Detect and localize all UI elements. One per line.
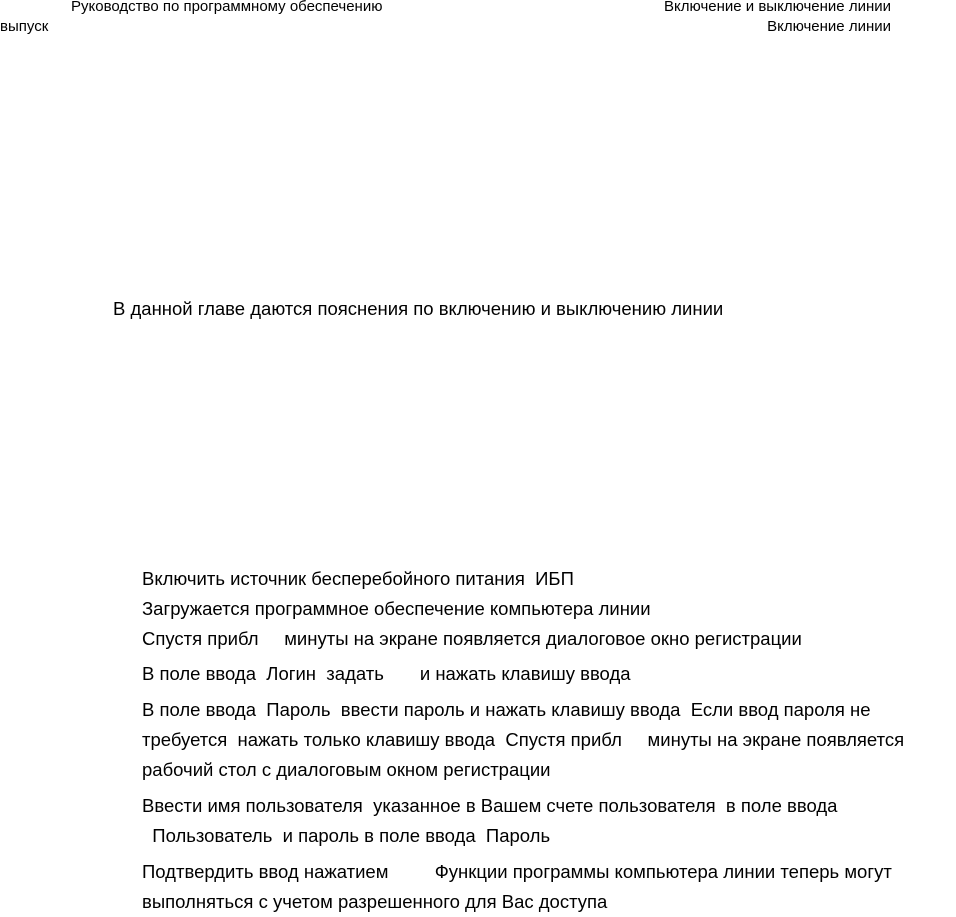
step-item: Подтвердить ввод нажатием Функции программы компьютера линии теперь могут выполняться с учетом разрешенного для Вас доступа xyxy=(142,861,892,912)
step-item: Загружается программное обеспечение компьютера линии xyxy=(142,598,651,619)
header-edition: выпуск xyxy=(0,18,49,35)
step-item: В поле ввода Логин задать и нажать клавишу ввода xyxy=(142,663,631,684)
step-item: Ввести имя пользователя указанное в Вашем счете пользователя в поле ввода Пользователь и пароль в поле ввода Пароль xyxy=(142,795,838,846)
step-item: Включить источник бесперебойного питания ИБП xyxy=(142,568,574,589)
step-item: В поле ввода Пароль ввести пароль и нажать клавишу ввода Если ввод пароля не требуется нажать только клавишу ввода Спустя прибл минуты на экране появляется рабочий стол с диалоговым окном регистрации xyxy=(142,699,905,780)
header-section-title: Включение линии xyxy=(767,18,891,35)
chapter-intro: В данной главе даются пояснения по включению и выключению линии xyxy=(113,298,724,319)
header-chapter-title: Включение и выключение линии xyxy=(664,0,891,15)
step-item: Спустя прибл минуты на экране появляется диалоговое окно регистрации xyxy=(142,628,802,649)
header-document-title: Руководство по программному обеспечению xyxy=(71,0,383,15)
